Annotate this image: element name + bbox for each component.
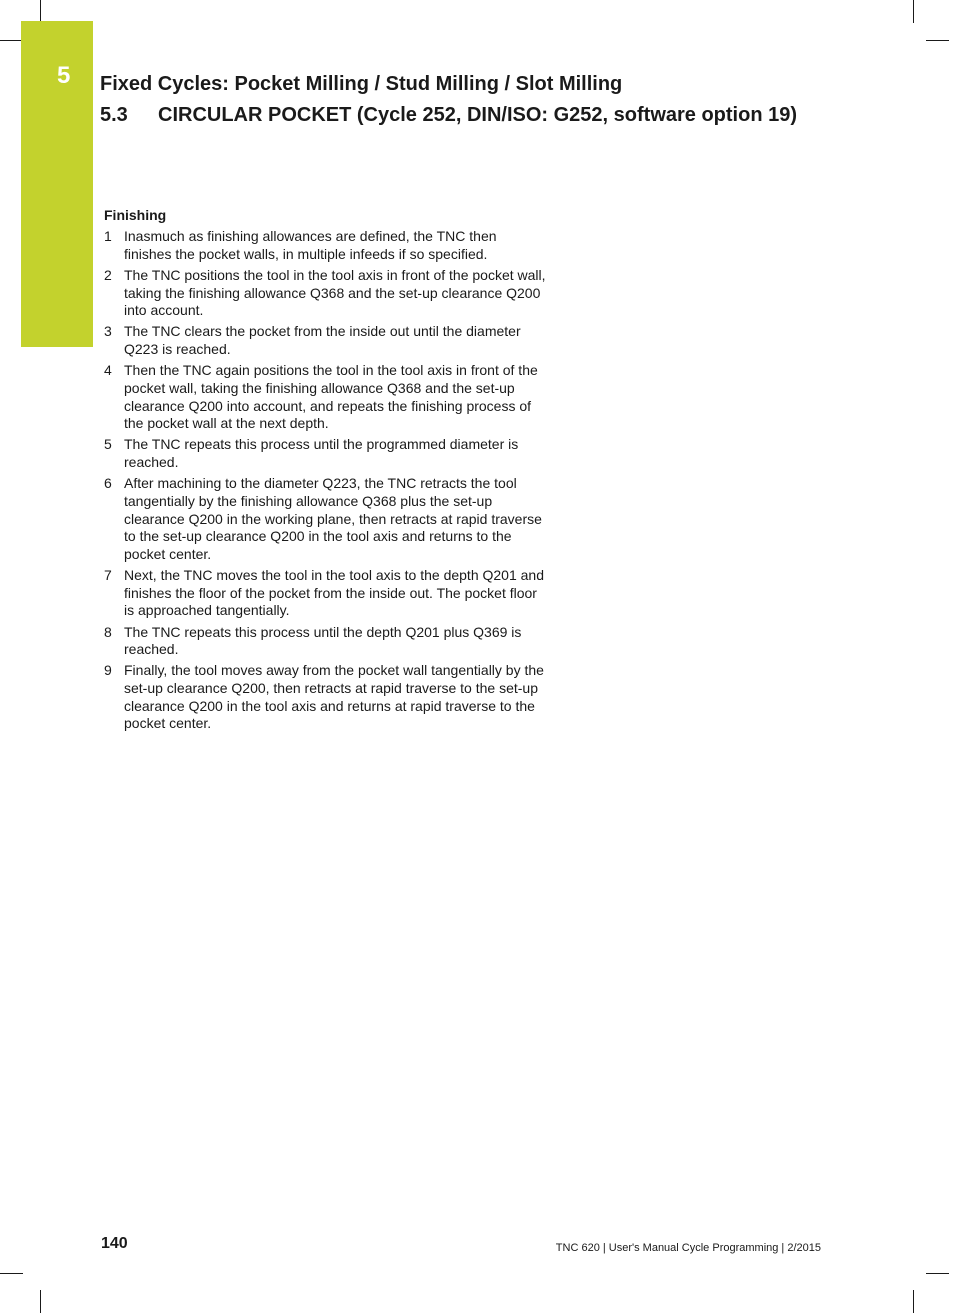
crop-mark xyxy=(40,1290,41,1313)
list-item xyxy=(104,362,546,433)
section-number: 5.3 xyxy=(100,104,128,126)
step-text: Inasmuch as finishing allowances are defined, the TNC then finishes the pocket walls, in multiple infeeds if so specified. xyxy=(124,228,497,262)
step-number: 2 xyxy=(104,266,112,283)
step-number: 8 xyxy=(104,623,112,640)
section-title-line xyxy=(100,104,797,127)
crop-mark xyxy=(40,0,41,23)
step-text: The TNC positions the tool in the tool axis in front of the pocket wall, taking the finishing allowance Q368 and the set-up clearance Q200 into account. xyxy=(124,266,546,319)
step-text: Next, the TNC moves the tool in the tool axis to the depth Q201 and finishes the floor of the pocket from the inside out. The pocket floor is approached tangentially. xyxy=(124,567,544,619)
step-number: 1 xyxy=(104,228,112,244)
step-number: 3 xyxy=(104,323,112,340)
chapter-number: 5 xyxy=(57,62,71,89)
crop-mark xyxy=(926,40,949,41)
list-item xyxy=(104,662,546,733)
step-number: 9 xyxy=(104,662,112,679)
step-text: The TNC clears the pocket from the inside out until the diameter Q223 is reached. xyxy=(124,323,521,357)
steps-list xyxy=(104,228,546,733)
sub-heading: Finishing xyxy=(104,207,167,223)
list-item xyxy=(104,475,546,564)
crop-mark xyxy=(926,1273,949,1274)
step-number: 6 xyxy=(104,475,112,492)
step-text: Finally, the tool moves away from the pocket wall tangentially by the set-up clearance Q200, then retracts at rapid traverse to the set-up clearance Q200 in the tool axis and returns at rapid traverse to the pocket center. xyxy=(124,662,544,732)
page-number: 140 xyxy=(101,1235,128,1252)
list-item xyxy=(104,624,546,659)
step-text: The TNC repeats this process until the programmed diameter is reached. xyxy=(124,436,519,470)
list-item xyxy=(104,228,546,263)
list-item xyxy=(104,436,546,471)
list-item xyxy=(104,323,546,358)
step-text: The TNC repeats this process until the depth Q201 plus Q369 is reached. xyxy=(124,623,522,658)
chapter-title: Fixed Cycles: Pocket Milling / Stud Milling / Slot Milling xyxy=(100,73,623,95)
crop-mark xyxy=(0,40,23,41)
step-text: After machining to the diameter Q223, the TNC retracts the tool tangentially by the finishing allowance Q368 plus the set-up clearance Q200 in the working plane, then retracts at rapid traverse to the set-up clearance Q200 in the tool axis and returns to the pocket center. xyxy=(124,475,542,562)
main-content xyxy=(104,207,546,737)
list-item xyxy=(104,267,546,320)
step-number: 7 xyxy=(104,567,112,583)
list-item xyxy=(104,567,546,620)
crop-mark xyxy=(0,1273,23,1274)
section-title: CIRCULAR POCKET (Cycle 252, DIN/ISO: G252, software option 19) xyxy=(158,104,798,126)
footer-doc-info: TNC 620 | User's Manual Cycle Programming | 2/2015 xyxy=(555,1242,821,1254)
crop-mark xyxy=(913,1290,914,1313)
crop-mark xyxy=(913,0,914,23)
step-number: 5 xyxy=(104,436,112,453)
step-number: 4 xyxy=(104,362,112,379)
step-text: Then the TNC again positions the tool in the tool axis in front of the pocket wall, taking the finishing allowance Q368 and the set-up clearance Q200 into account, and repeats the finishing process of the pocket wall at the next depth. xyxy=(124,362,538,432)
